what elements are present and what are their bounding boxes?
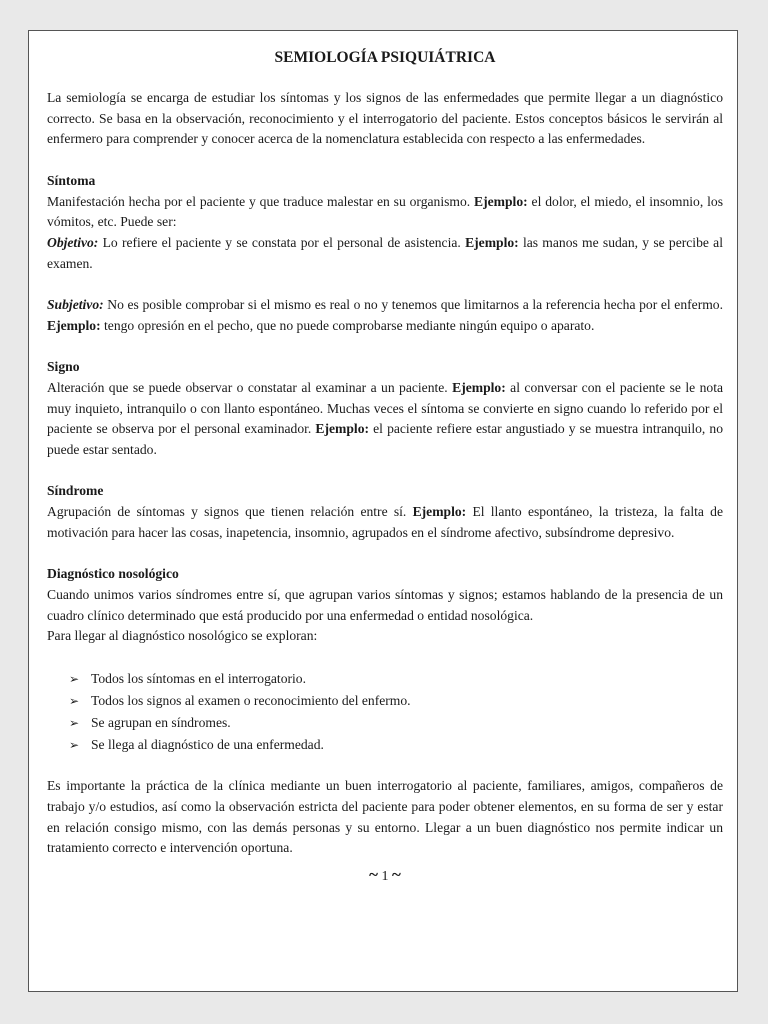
list-item: ➢ Todos los síntomas en el interrogatorio.	[69, 668, 723, 690]
example-label: Ejemplo:	[412, 504, 467, 519]
example-label: Ejemplo:	[474, 193, 528, 209]
signo-text-c: el paciente refiere estar angustiado y se muestra intranquilo, no puede estar sentado.	[47, 421, 723, 457]
intro-paragraph: La semiología se encarga de estudiar los síntomas y los signos de las enfermedades que permite llegar a un diagnóstico correcto. Se basa en la observación, reconocimiento y el interrogatorio del paciente. Estos conceptos básicos le servirán al enfermero para comprender y conocer acerca de la nomenclatura establecida con respecto a las enfermedades.	[47, 90, 723, 147]
arrow-bullet-icon: ➢	[69, 737, 80, 752]
list-item: ➢ Se agrupan en síndromes.	[69, 712, 723, 734]
example-label: Ejemplo:	[47, 317, 101, 333]
diagnostico-heading: Diagnóstico nosológico	[47, 566, 179, 582]
page-content	[47, 48, 723, 888]
objetivo-label: Objetivo:	[47, 234, 99, 250]
page-mark-left: ~	[369, 865, 378, 885]
sindrome-text-b: El llanto espontáneo, la tristeza, la falta de motivación para hacer las cosas, inapetencia, insomnio, agrupados en el síndrome afectivo, subsíndrome depresivo.	[47, 504, 723, 540]
signo-heading: Signo	[47, 359, 80, 375]
explore-list	[47, 668, 723, 756]
subjetivo-label: Subjetivo:	[47, 297, 104, 312]
diagnostico-paragraph: Cuando unimos varios síndromes entre sí, que agrupan varios síntomas y signos; estamos hablando de la presencia de un cuadro clínico determinado que está producido por una enfermedad o entidad nosológica.	[47, 586, 723, 623]
sintoma-definition	[47, 192, 723, 233]
arrow-bullet-icon: ➢	[69, 671, 80, 686]
subjetivo-paragraph	[47, 295, 723, 336]
objetivo-text: Lo refiere el paciente y se constata por el personal de asistencia.	[98, 234, 461, 250]
sintoma-def-example: el dolor, el miedo, el insomnio, los vómitos, etc. Puede ser:	[47, 193, 723, 230]
sintoma-heading: Síntoma	[47, 172, 96, 188]
arrow-bullet-icon: ➢	[69, 693, 80, 708]
list-item: ➢ Todos los signos al examen o reconocimiento del enfermo.	[69, 690, 723, 712]
subjetivo-example: tengo opresión en el pecho, que no puede comprobarse mediante ningún equipo o aparato.	[100, 317, 595, 333]
objetivo-example: las manos me sudan, y se percibe al examen.	[47, 234, 723, 271]
objetivo-paragraph	[47, 233, 723, 274]
list-item: ➢ Se llega al diagnóstico de una enfermedad.	[69, 734, 723, 756]
example-label: Ejemplo:	[315, 421, 370, 437]
example-label: Ejemplo:	[465, 234, 519, 250]
closing-paragraph: Es importante la práctica de la clínica mediante un buen interrogatorio al paciente, familiares, amigos, compañeros de trabajo y/o estudios, así como la observación estricta del paciente para poder obtener elementos, en su forma de ser y estar en relación consigo mismo, con las demás personas y su entorno. Llegar a un buen diagnóstico nos permite indicar un tratamiento correcto e intervención oportuna.	[47, 778, 723, 856]
document-title: SEMIOLOGÍA PSIQUIÁTRICA	[274, 49, 496, 66]
sindrome-heading: Síndrome	[47, 483, 104, 499]
page-mark-right: ~	[392, 865, 401, 885]
page-number	[47, 865, 723, 888]
signo-text-b: al conversar con el paciente se le nota muy inquieto, intranquilo o con llanto espontáneo. Muchas veces el síntoma se convierte en signo cuando lo referido por el paciente se observa por el personal examinador.	[47, 379, 723, 437]
example-label: Ejemplo:	[452, 379, 506, 395]
arrow-bullet-icon: ➢	[69, 715, 80, 730]
sindrome-text-a: Agrupación de síntomas y signos que tienen relación entre sí.	[47, 504, 407, 519]
signo-text-a: Alteración que se puede observar o constatar al examinar a un paciente.	[47, 379, 448, 395]
document-page	[28, 30, 738, 992]
page-number-value: 1	[381, 869, 389, 885]
signo-paragraph	[47, 378, 723, 461]
subjetivo-text: No es posible comprobar si el mismo es real o no y tenemos que limitarnos a la referencia hecha por el enfermo.	[103, 297, 723, 312]
sintoma-def-text: Manifestación hecha por el paciente y que traduce malestar en su organismo.	[47, 193, 471, 209]
diagnostico-lead: Para llegar al diagnóstico nosológico se exploran:	[47, 628, 318, 644]
sindrome-paragraph	[47, 502, 723, 543]
